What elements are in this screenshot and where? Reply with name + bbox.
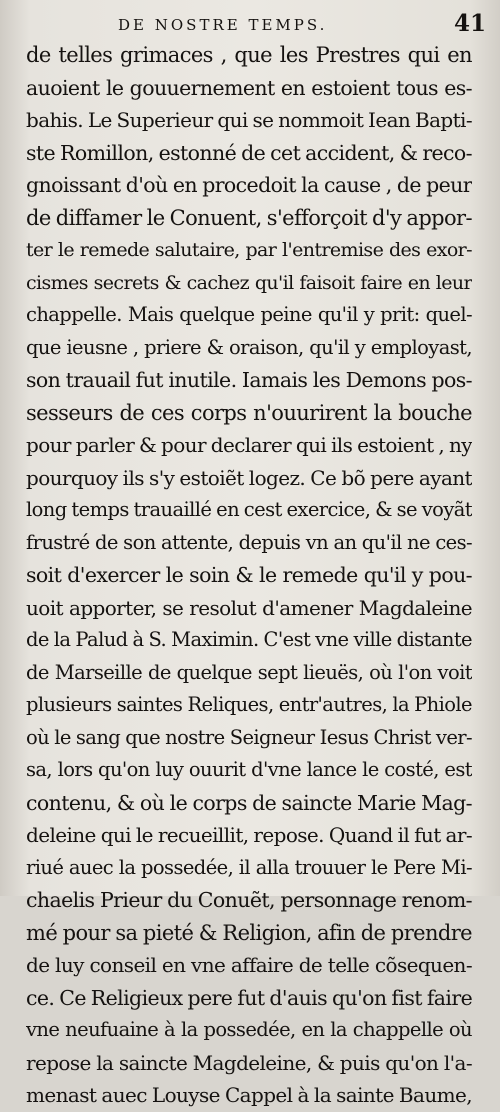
text-line: frustré de son attente, depuis vn an qu'il ne ces- — [26, 530, 472, 554]
text-line: son trauail fut inutile. Iamais les Demons pos- — [26, 368, 472, 392]
text-line: menast auec Louyse Cappel à la sainte Baume, — [26, 1083, 472, 1107]
page-header — [0, 6, 500, 38]
text-line: que ieusne , priere & oraison, qu'il y employast, — [26, 335, 472, 359]
text-line: uoit apporter, se resolut d'amener Magdaleine — [26, 595, 472, 620]
text-line: long temps trauaillé en cest exercice, & se voyãt — [26, 498, 472, 521]
text-line: repose la saincte Magdeleine, & puis qu'on l'a- — [26, 1050, 472, 1075]
text-line: de Marseille de quelque sept lieuës, où l'on voit — [26, 660, 472, 684]
text-line: chaelis Prieur du Conuẽt, personnage renom- — [26, 888, 472, 912]
text-line: où le sang que nostre Seigneur Iesus Christ ver- — [26, 725, 472, 749]
body-text — [26, 39, 472, 1112]
text-line: de luy conseil en vne affaire de telle cõsequen- — [26, 953, 472, 977]
text-line: pourquoy ils s'y estoiẽt logez. Ce bõ pere ayant — [26, 465, 472, 490]
text-line: ce. Ce Religieux pere fut d'auis qu'on fist faire — [26, 985, 472, 1010]
text-line: auoient le gouuernement en estoient tous es- — [26, 75, 472, 100]
text-line: mé pour sa pieté & Religion, afin de prendre — [26, 920, 472, 945]
text-line: sesseurs de ces corps n'ouurirent la bouche — [26, 400, 472, 425]
running-head: DE NOSTRE TEMPS. — [118, 16, 328, 34]
text-line: ste Romillon, estonné de cet accident, & reco- — [26, 140, 472, 165]
text-line: chappelle. Mais quelque peine qu'il y prit: quel- — [26, 303, 472, 326]
text-line: vne neufuaine à la possedée, en la chappelle où — [26, 1018, 472, 1041]
text-line: sa, lors qu'on luy ouurit d'vne lance le costé, est — [26, 758, 472, 781]
text-line: plusieurs saintes Reliques, entr'autres, la Phiole — [26, 693, 472, 716]
text-line: bahis. Le Superieur qui se nommoit Iean Bapti- — [26, 108, 472, 132]
text-line: pour parler & pour declarer qui ils estoient , ny — [26, 433, 472, 457]
text-line: de la Palud à S. Maximin. C'est vne ville distante — [26, 628, 472, 651]
text-line: de telles grimaces , que les Prestres qui en — [26, 43, 472, 67]
text-line: ter le remede salutaire, par l'entremise des exor- — [26, 239, 472, 261]
text-line: riué auec la possedée, il alla trouuer le Pere Mi- — [26, 855, 472, 879]
text-line: contenu, & où le corps de saincte Marie Mag- — [26, 790, 472, 815]
text-line: de diffamer le Conuent, s'efforçoit d'y appor- — [26, 205, 472, 230]
text-line: cismes secrets & cachez qu'il faisoit faire en leur — [26, 271, 472, 294]
text-line: gnoissant d'où en procedoit la cause , de peur — [26, 173, 472, 197]
page-number: 41 — [453, 10, 486, 37]
text-line: soit d'exercer le soin & le remede qu'il y pou- — [26, 563, 472, 587]
text-line: deleine qui le recueillit, repose. Quand il fut ar- — [26, 823, 472, 847]
